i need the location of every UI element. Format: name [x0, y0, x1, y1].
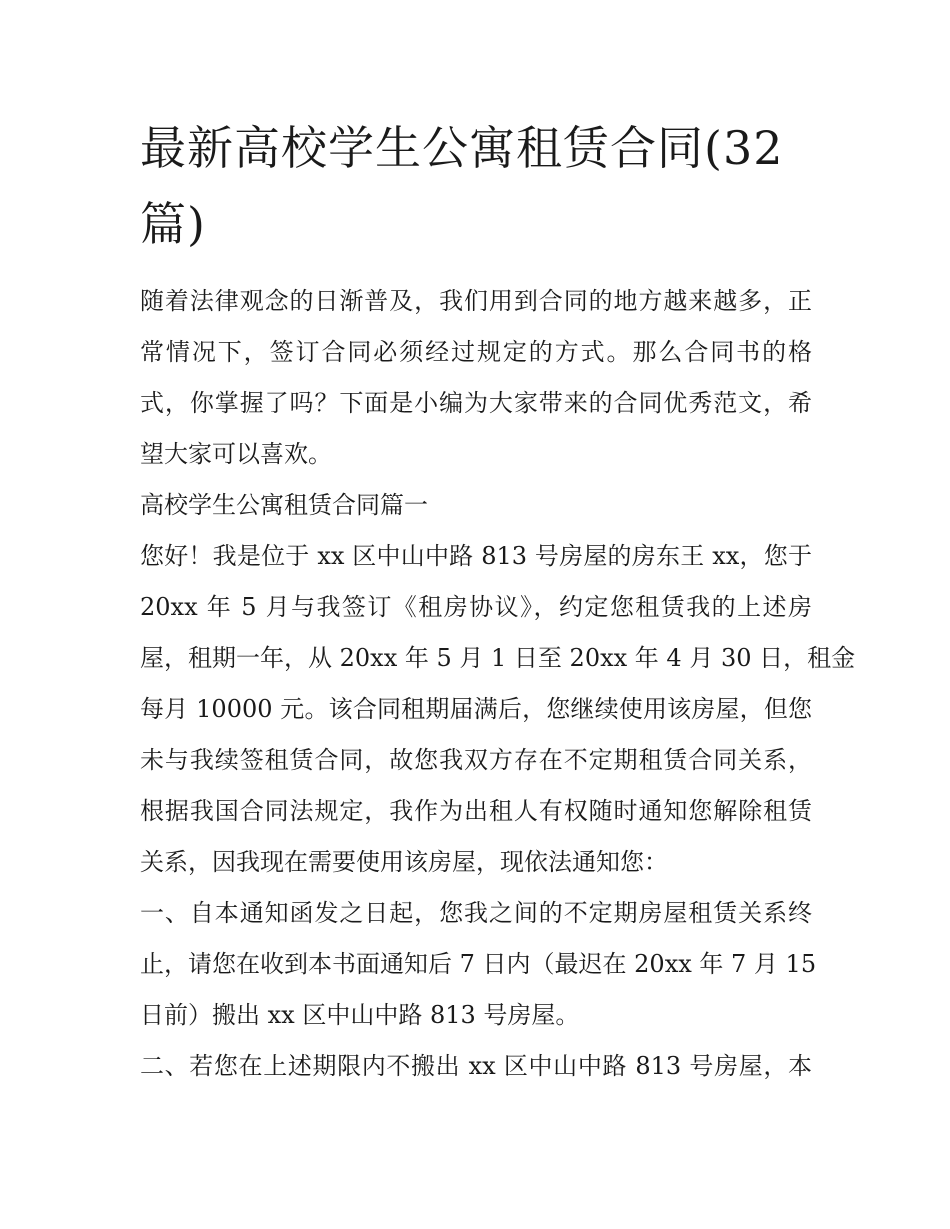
- body-line: 您好！我是位于 xx 区中山中路 813 号房屋的房东王 xx，您于: [140, 542, 812, 570]
- body-line: 式，你掌握了吗？下面是小编为大家带来的合同优秀范文，希: [140, 389, 812, 417]
- body-line: 止，请您在收到本书面通知后 7 日内（最迟在 20xx 年 7 月 15: [140, 950, 817, 978]
- document-body: [140, 276, 856, 1092]
- body-line: 根据我国合同法规定，我作为出租人有权随时通知您解除租赁: [140, 797, 812, 825]
- body-line: 望大家可以喜欢。: [140, 440, 332, 468]
- body-line: 未与我续签租赁合同，故您我双方存在不定期租赁合同关系，: [140, 746, 812, 774]
- section-heading: 高校学生公寓租赁合同篇一: [140, 491, 428, 519]
- body-line: 二、若您在上述期限内不搬出 xx 区中山中路 813 号房屋，本: [140, 1052, 812, 1080]
- body-line: 随着法律观念的日渐普及，我们用到合同的地方越来越多，正: [140, 287, 812, 315]
- body-line: 20xx 年 5 月与我签订《租房协议》，约定您租赁我的上述房: [140, 593, 812, 621]
- title-line-2: 篇): [140, 197, 206, 251]
- body-line: 常情况下，签订合同必须经过规定的方式。那么合同书的格: [140, 338, 812, 366]
- body-line: 一、自本通知函发之日起，您我之间的不定期房屋租赁关系终: [140, 899, 812, 927]
- body-line: 每月 10000 元。该合同租期届满后，您继续使用该房屋，但您: [140, 695, 812, 723]
- body-line: 屋，租期一年，从 20xx 年 5 月 1 日至 20xx 年 4 月 30 日，租金: [140, 644, 856, 672]
- document-title: [140, 110, 820, 262]
- title-line-1: 最新高校学生公寓租赁合同(32: [140, 121, 784, 175]
- body-line: 日前）搬出 xx 区中山中路 813 号房屋。: [140, 1001, 580, 1029]
- body-line: 关系，因我现在需要使用该房屋，现依法通知您：: [140, 848, 668, 876]
